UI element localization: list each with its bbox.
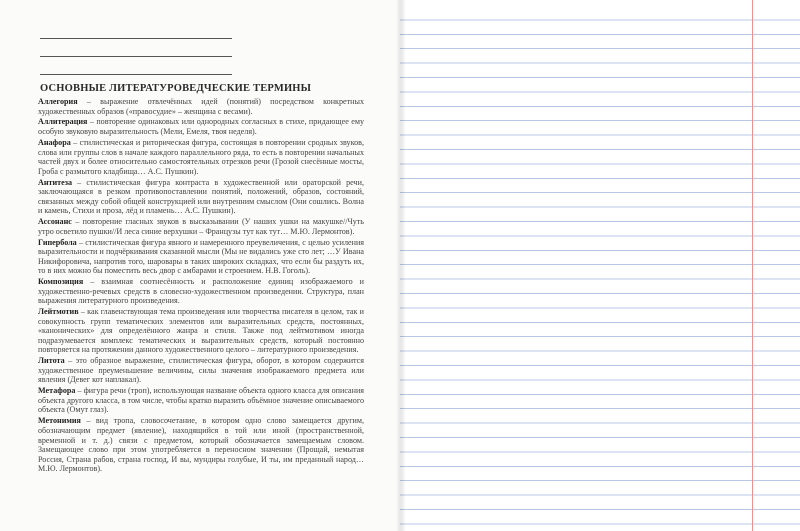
term-entry — [38, 97, 364, 116]
page-fold-shadow — [396, 0, 406, 531]
page-title: ОСНОВНЫЕ ЛИТЕРАТУРОВЕДЧЕСКИЕ ТЕРМИНЫ — [40, 83, 312, 94]
term-name: Аллитерация — [38, 117, 88, 127]
term-entry — [38, 277, 364, 306]
term-definition: – выражение отвлечённых идей (понятий) посредством конкретных художественных образов («правосудие» – женщина с весами). — [38, 97, 364, 116]
term-definition: – это образное выражение, стилистическая фигура, оборот, в котором содержится художественное преуменьшение величины, силы значения изображаемого предмета или явления (Девег кот наплакал). — [38, 356, 364, 385]
term-name: Метафора — [38, 386, 76, 396]
term-name: Анафора — [38, 137, 71, 147]
term-definition: – взаимная соотнесённость и расположение единиц изображаемого и художественно-речевых средств в словесно-художественном произведении. Структура, план выражения литературного произведения. — [38, 277, 364, 306]
term-entry — [38, 178, 364, 216]
name-line-1 — [40, 38, 232, 39]
term-definition: – повторение одинаковых или однородных согласных в стихе, придающее ему особую звуковую выразительность (Мели, Емеля, твоя неделя). — [38, 117, 364, 137]
term-entry — [38, 117, 364, 136]
margin-line — [752, 0, 753, 531]
terms-list — [38, 97, 364, 475]
term-name: Аллегория — [38, 97, 78, 106]
term-name: Метонимия — [38, 416, 81, 426]
term-definition: – повторение гласных звуков в высказывании (У наших ушки на макушке//Чуть утро осветило пушки//И леса синие верхушки – Французы тут как тут… М.Ю. Лермонтов). — [38, 217, 364, 236]
term-definition: – стилистическая и риторическая фигура, состоящая в повторении сродных звуков, слова или группы слов в начале каждого параллельного ряда, то есть в повторении начальных частей двух и более относительно самостоятельных отрезков речи (Грозой снесённые мосты, Гроба с размытого кладбища… А.С. Пушкин). — [38, 137, 364, 176]
name-line-2 — [40, 56, 232, 57]
term-name: Ассонанс — [38, 217, 72, 227]
term-name: Гипербола — [38, 237, 77, 247]
name-line-3 — [40, 74, 232, 75]
term-definition: – фигура речи (троп), использующая название объекта одного класса для описания объекта другого класса, в том числе, чтобы кратко выразить объёмное значение описываемого объекта (Омут глаз). — [38, 386, 364, 415]
ruled-lines — [400, 0, 800, 531]
term-definition: – стилистическая фигура контраста в художественной или ораторской речи, заключающаяся в резком противопоставлении понятий, положений, образов, состояний, связанных между собой общей конструкцией или внутренним смыслом (Они сошлись. Волна и камень, Стихи и проза, лёд и пламень… А.С. Пушкин). — [38, 177, 364, 216]
term-entry — [38, 238, 364, 276]
term-entry — [38, 217, 364, 236]
term-entry — [38, 386, 364, 415]
term-name: Лейтмотив — [38, 307, 79, 317]
term-name: Литота — [38, 356, 65, 366]
right-page-ruled — [400, 0, 800, 531]
term-definition: – вид тропа, словосочетание, в котором одно слово замещается другим, обозначающим предмет (явление), находящийся в той или иной (пространственной, временной и т. д.) связи с предметом, который обозначается замещаемым словом. Замещающее слово при этом употребляется в переносном значении (Прощай, немытая Россия, Страна рабов, страна господ, И вы, мундиры голубые, И ты, им преданный народ… М.Ю. Лермонтов). — [38, 416, 364, 474]
term-name: Композиция — [38, 277, 84, 287]
term-entry — [38, 138, 364, 176]
term-entry — [38, 356, 364, 385]
term-entry — [38, 416, 364, 473]
term-definition: – стилистическая фигура явного и намеренного преувеличения, с целью усиления выразительности и подчёркивания сказанной мысли (Мы не видались уже сто лет; …У Ивана Никифоровича, напротив того, шаровары в таких широких складках, что если бы раздуть их, то в них можно бы поместить весь двор с амбарами и строением. Н.В. Гоголь). — [38, 237, 364, 276]
term-entry — [38, 307, 364, 355]
term-name: Антитеза — [38, 177, 73, 187]
term-definition: – как главенствующая тема произведения или творчества писателя в целом, так и совокупность групп тематических элементов или выразительных средств, постоянных, «канонических» для определённого жанра и стиля. Также под лейтмотивом иногда подразумевается комплекс тематических и выразительных средств, который постоянно повторяется на протяжении данного художественного целого – литературного произведения. — [38, 307, 364, 355]
